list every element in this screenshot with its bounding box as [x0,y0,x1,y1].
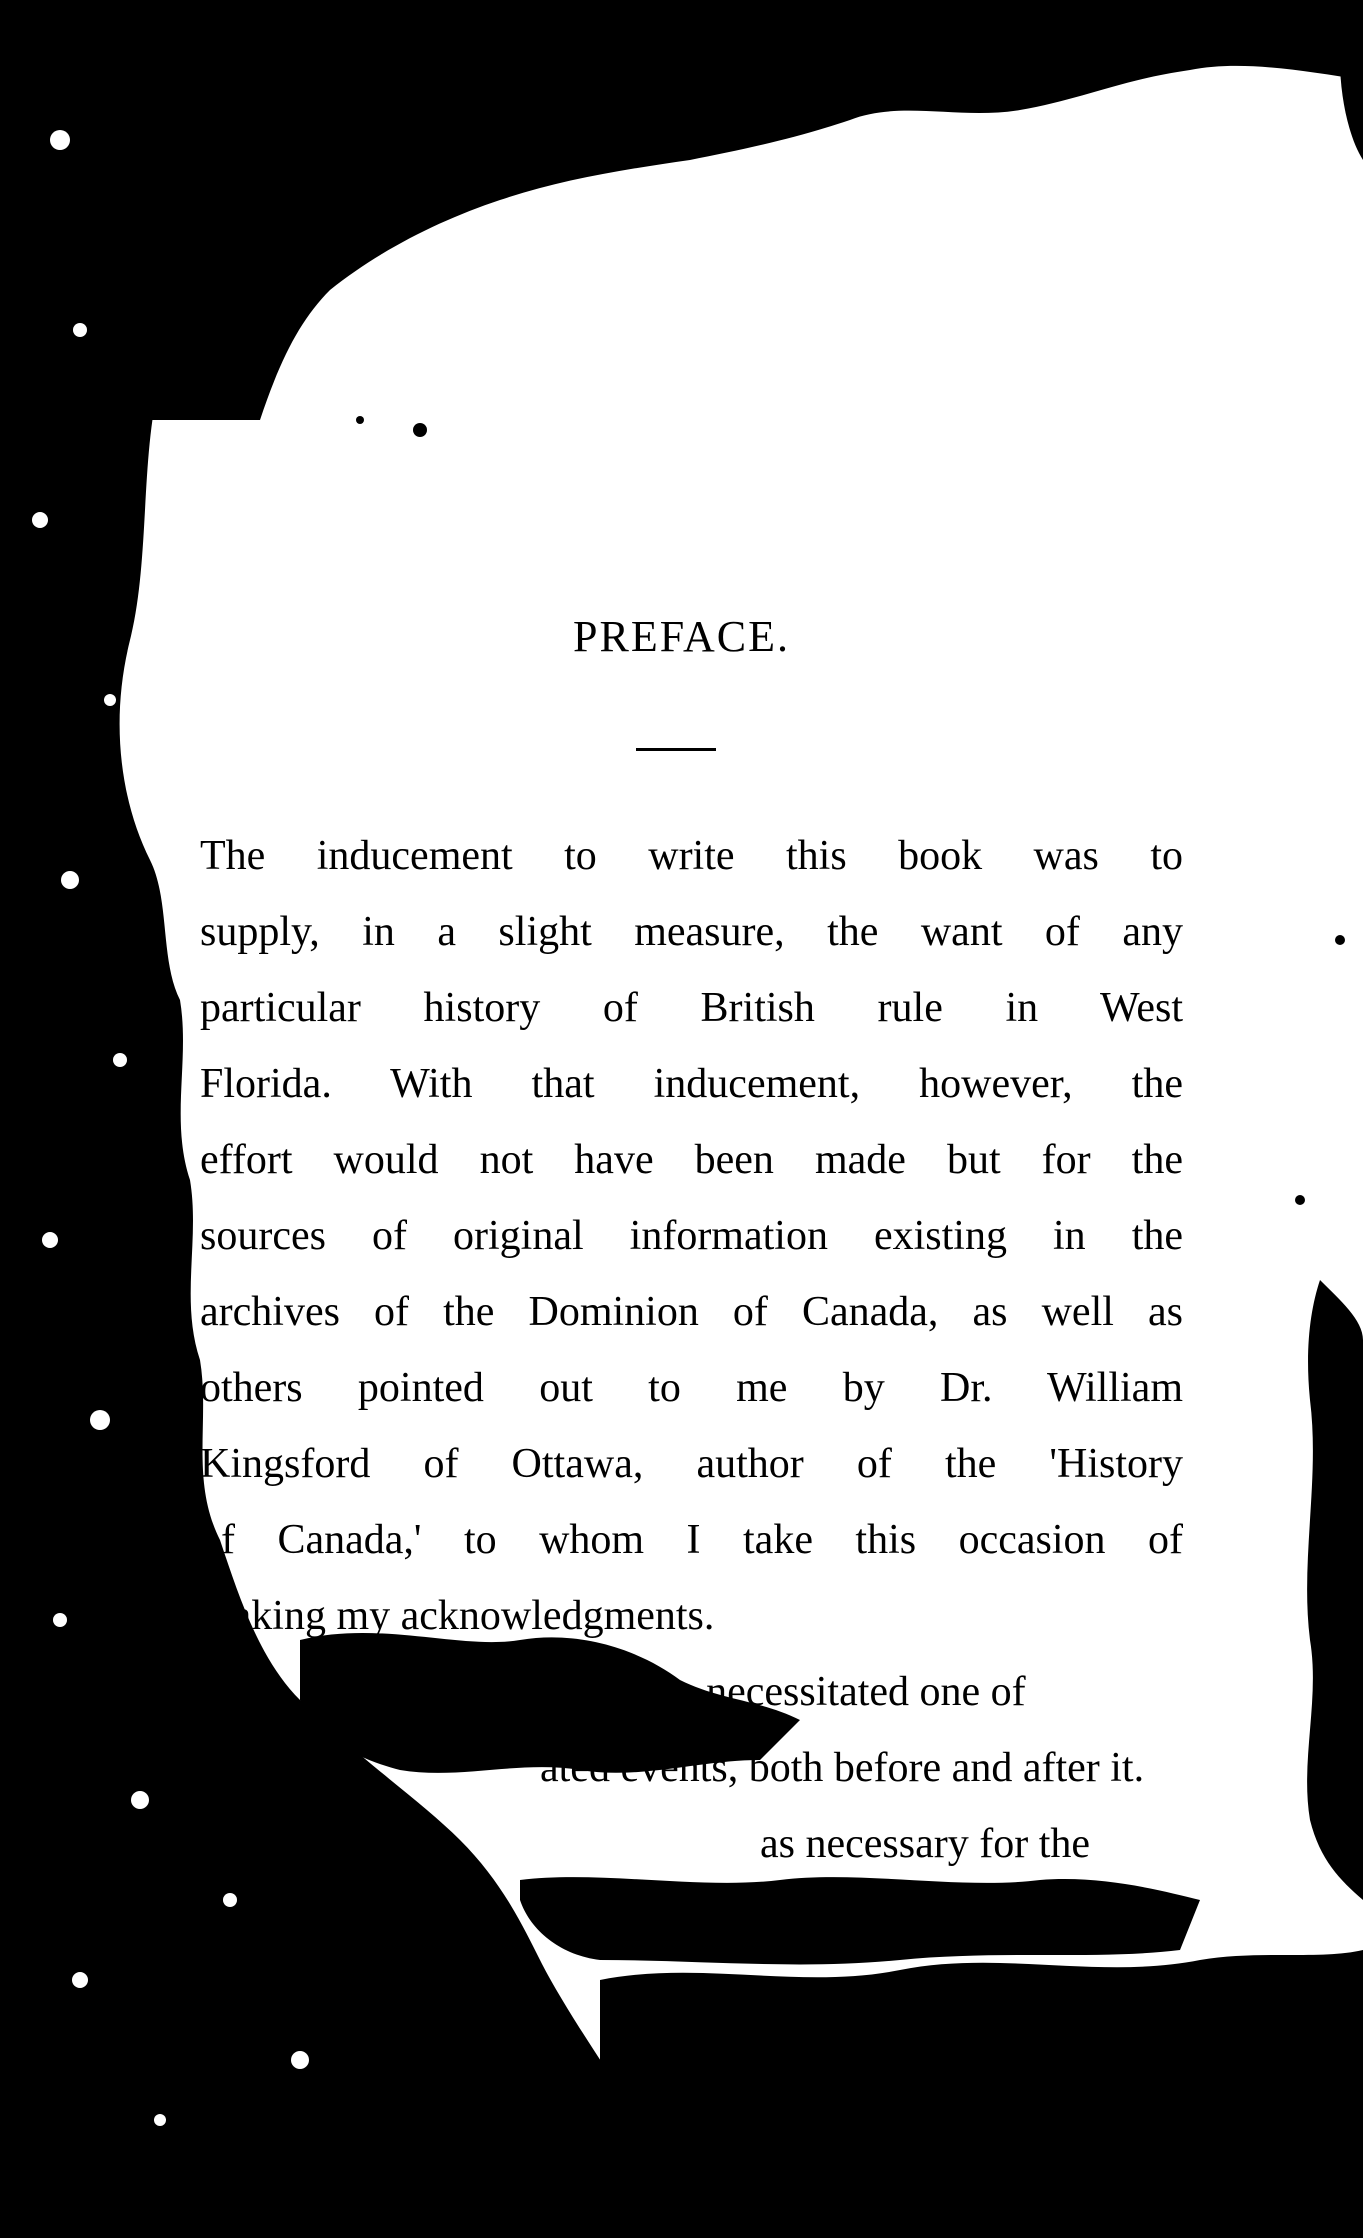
paragraph-line: of Canada,' to whom I take this occasion of [200,1517,1183,1563]
title-rule [636,748,716,751]
paragraph-line: others pointed out to me by Dr. William [200,1365,1183,1411]
paragraph-line: particular history of British rule in West [200,985,1183,1031]
paragraph-line: supply, in a slight measure, the want of any [200,909,1183,955]
paragraph-line: sources of original information existing in the [200,1213,1183,1259]
paragraph-line: Kingsford of Ottawa, author of the 'History [200,1441,1183,1487]
paragraph-fragment: it will be found in the [820,1897,1183,1943]
page-title: PREFACE. [573,612,790,661]
paragraph-fragment: of British rule necessitated one of [460,1669,1026,1715]
paragraph-fragment: ated events, both before and after it. [540,1745,1145,1791]
paragraph-line: making my acknowledgments. [200,1593,715,1639]
paragraph-line: archives of the Dominion of Canada, as well as [200,1289,1183,1335]
paragraph-fragment: as necessary for the [760,1821,1091,1867]
paragraph-line: The inducement to write this book was to [200,833,1183,879]
paragraph-line: Florida. With that inducement, however, the [200,1061,1183,1107]
paragraph-line: effort would not have been made but for the [200,1137,1183,1183]
